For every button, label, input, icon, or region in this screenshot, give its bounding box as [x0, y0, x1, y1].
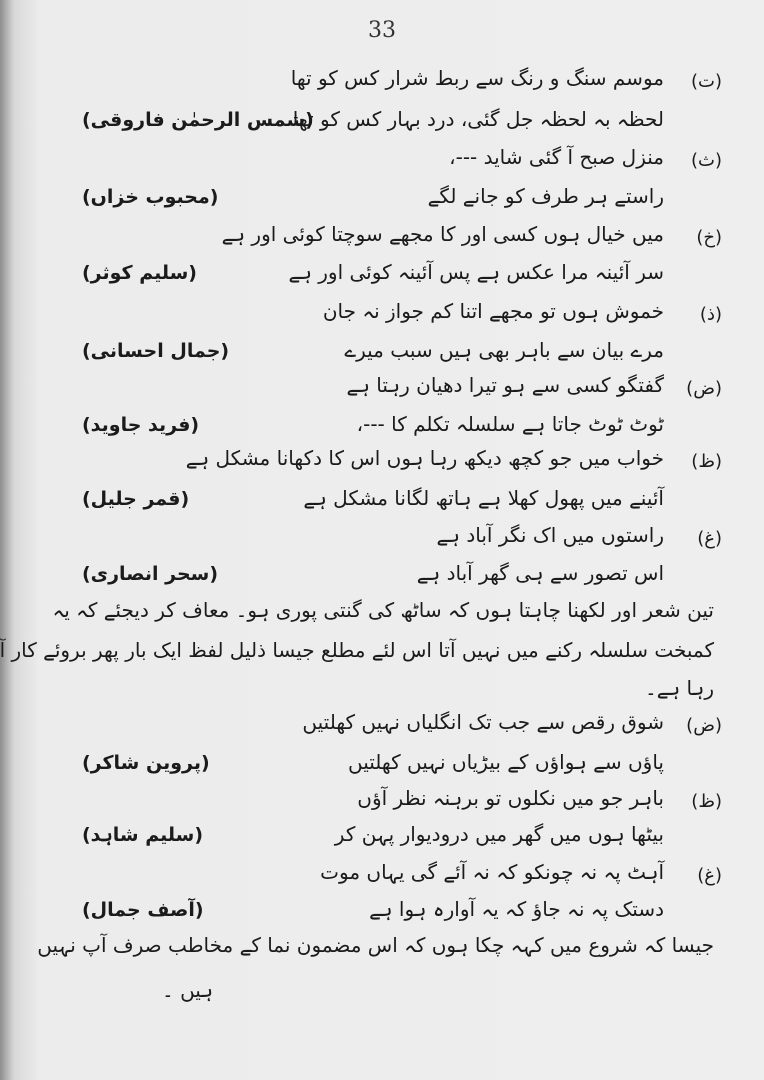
verse-line	[82, 412, 722, 448]
verse-line	[82, 750, 722, 786]
verse-label: (ت)	[690, 71, 722, 92]
verse-line	[82, 446, 722, 482]
verse-text: بیٹھا ہوں میں گھر میں درودیوار پہن کر	[334, 822, 664, 846]
prose-line	[0, 638, 722, 674]
verse-text: ٹوٹ ٹوٹ جاتا ہے سلسلہ تکلم کا ---،	[356, 412, 664, 436]
prose-text-end: ہیں ۔	[162, 978, 214, 1002]
verse-text: باہر جو میں نکلوں تو برہنہ نظر آؤں	[357, 786, 664, 810]
verse-text: شوق رقص سے جب تک انگلیاں نہیں کھلتیں	[302, 710, 664, 734]
poet-attribution: (فرید جاوید)	[82, 414, 200, 436]
verse-line	[82, 822, 722, 858]
verse-line	[82, 299, 722, 335]
verse-line	[82, 145, 722, 181]
verse-line	[82, 786, 722, 822]
verse-label: (ظ)	[691, 451, 722, 472]
verse-line	[82, 66, 722, 102]
verse-label: (ظ)	[691, 791, 722, 812]
verse-text: راستوں میں اک نگر آباد ہے	[436, 523, 664, 547]
verse-label: (غ)	[697, 528, 722, 549]
verse-label: (ث)	[690, 150, 722, 171]
prose-text: کمبخت سلسلہ رکنے میں نہیں آتا اس لئے مطلع جیسا ذلیل لفظ ایک بار پھر بروئے کار آ	[0, 638, 714, 662]
poet-attribution: (قمر جلیل)	[82, 488, 190, 510]
prose-line	[52, 598, 722, 634]
verse-label: (غ)	[697, 865, 722, 886]
prose-line	[82, 676, 722, 712]
prose-line	[82, 978, 722, 1014]
verse-line	[82, 860, 722, 896]
verse-text: سر آئینہ مرا عکس ہے پس آئینہ کوئی اور ہے	[288, 260, 664, 284]
verse-label: (ض)	[686, 715, 722, 736]
verse-line	[82, 260, 722, 296]
verse-line	[82, 897, 722, 933]
verse-text: آہٹ پہ نہ چونکو کہ نہ آئے گی یہاں موت	[320, 860, 664, 884]
verse-line	[82, 338, 722, 374]
verse-line	[82, 561, 722, 597]
verse-text: منزل صبح آ گئی شاید ---،	[449, 145, 664, 169]
verse-label: (خ)	[696, 227, 722, 248]
page-number: 33	[368, 18, 396, 43]
verse-text: خواب میں جو کچھ دیکھ رہا ہوں اس کا دکھانا مشکل ہے	[185, 446, 664, 470]
verse-text: آئینے میں پھول کھلا ہے ہاتھ لگانا مشکل ہے	[303, 486, 664, 510]
prose-line	[37, 933, 722, 969]
poet-attribution: (آصف جمال)	[82, 899, 204, 921]
verse-line	[82, 222, 722, 258]
poet-attribution: (محبوب خزاں)	[82, 186, 219, 208]
verse-text: دستک پہ نہ جاؤ کہ یہ آوارہ ہوا ہے	[369, 897, 664, 921]
poet-attribution: (جمال احسانی)	[82, 340, 230, 362]
verse-text: پاؤں سے ہواؤں کے بیڑیاں نہیں کھلتیں	[347, 750, 664, 774]
verse-text: لحظہ بہ لحظہ جل گئی، درد بہار کس کو تھا	[292, 107, 664, 131]
verse-label: (ذ)	[699, 304, 722, 325]
verse-text: خموش ہوں تو مجھے اتنا کم جواز نہ جان	[322, 299, 664, 323]
verse-line	[82, 486, 722, 522]
prose-text: رہا ہے۔	[645, 676, 714, 700]
poet-attribution: (سلیم شاہد)	[82, 824, 204, 846]
verse-line	[82, 373, 722, 409]
verse-text: موسم سنگ و رنگ سے ربط شرار کس کو تھا	[290, 66, 664, 90]
poet-attribution: (سلیم کوثر)	[82, 262, 197, 284]
verse-line	[82, 107, 722, 143]
book-spine-shadow	[0, 0, 14, 1080]
verse-line	[82, 710, 722, 746]
poet-attribution: (سحر انصاری)	[82, 563, 219, 585]
verse-line	[82, 184, 722, 220]
verse-text: میں خیال ہوں کسی اور کا مجھے سوچتا کوئی اور ہے	[221, 222, 664, 246]
verse-label: (ض)	[686, 378, 722, 399]
poet-attribution: (پروین شاکر)	[82, 752, 210, 774]
prose-text: تین شعر اور لکھنا چاہتا ہوں کہ ساٹھ کی گنتی پوری ہو۔ معاف کر دیجئے کہ یہ	[52, 598, 714, 622]
prose-text: جیسا کہ شروع میں کہہ چکا ہوں کہ اس مضمون نما کے مخاطب صرف آپ نہیں	[37, 933, 714, 957]
poet-attribution: (شمس الرحمٰن فاروقی)	[82, 109, 314, 131]
verse-line	[82, 523, 722, 559]
verse-text: گفتگو کسی سے ہو تیرا دھیان رہتا ہے	[346, 373, 664, 397]
verse-text: راستے ہر طرف کو جانے لگے	[427, 184, 664, 208]
verse-text: مرے بیان سے باہر بھی ہیں سبب میرے	[344, 338, 664, 362]
verse-text: اس تصور سے ہی گھر آباد ہے	[416, 561, 664, 585]
